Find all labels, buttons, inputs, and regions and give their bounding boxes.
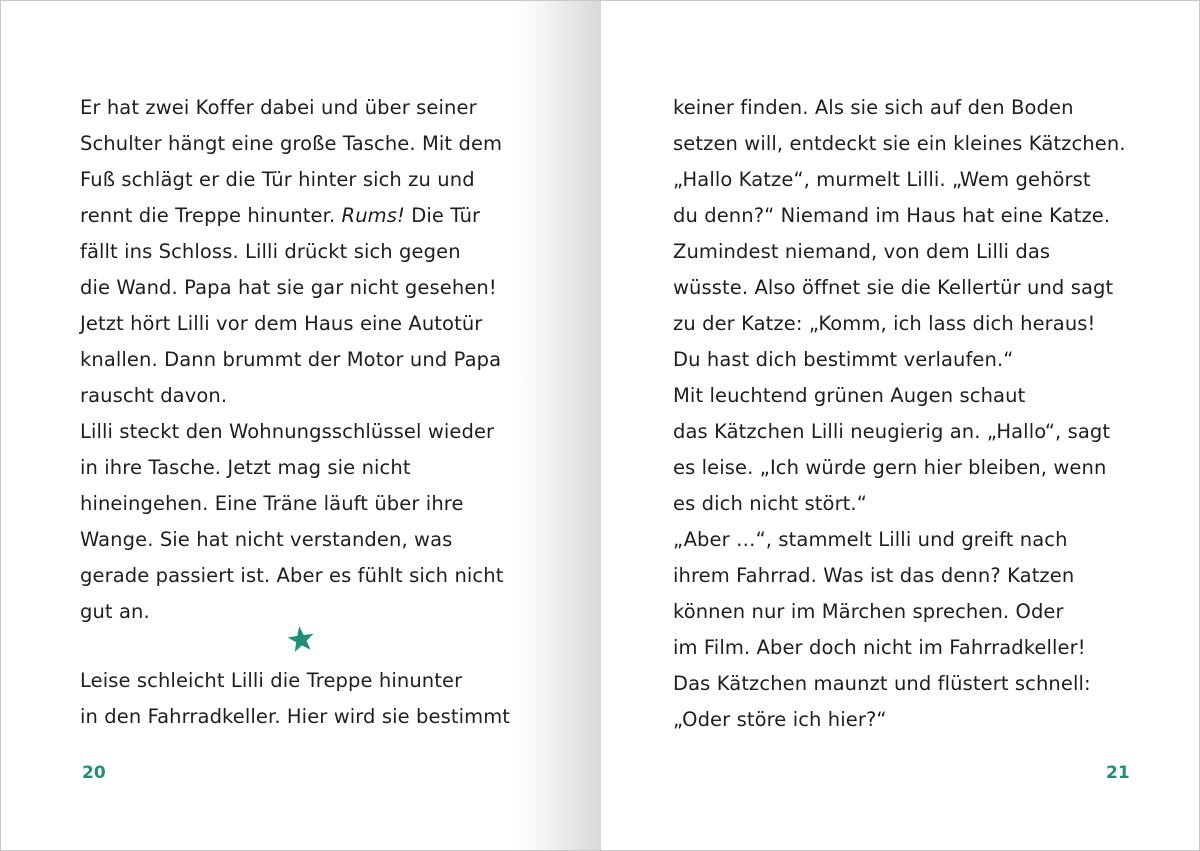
text-line: in den Fahrradkeller. Hier wird sie bestimmt (80, 705, 511, 728)
text-line: Lilli steckt den Wohnungsschlüssel wieder (80, 420, 495, 443)
text-line: die Wand. Papa hat sie gar nicht gesehen! (80, 276, 497, 299)
text-line: ihrem Fahrrad. Was ist das denn? Katzen (673, 564, 1075, 587)
text-line: in ihre Tasche. Jetzt mag sie nicht (80, 456, 411, 479)
text-line: setzen will, entdeckt sie ein kleines Kätzchen. (673, 132, 1126, 155)
page-number-left: 20 (82, 763, 106, 783)
text-line: Zumindest niemand, von dem Lilli das (673, 240, 1051, 263)
text-line: Er hat zwei Koffer dabei und über seiner (80, 96, 477, 119)
text-line: Das Kätzchen maunzt und flüstert schnell: (673, 672, 1091, 695)
text-line: zu der Katze: „Komm, ich lass dich heraus! (673, 312, 1096, 335)
text-line: Du hast dich bestimmt verlaufen.“ (673, 348, 1014, 371)
right-page (601, 1, 1199, 850)
text-line: gerade passiert ist. Aber es fühlt sich nicht (80, 564, 504, 587)
text-line: Wange. Sie hat nicht verstanden, was (80, 528, 453, 551)
text-line: wüsste. Also öffnet sie die Kellertür und sagt (673, 276, 1114, 299)
left-paragraph-1 (80, 90, 503, 630)
text-line: Jetzt hört Lilli vor dem Haus eine Autotür (80, 312, 483, 335)
text-line: „Aber …“, stammelt Lilli und greift nach (673, 528, 1068, 551)
text-line: „Hallo Katze“, murmelt Lilli. „Wem gehörst (673, 168, 1091, 191)
text-line: Fuß schlägt er die Tür hinter sich zu und (80, 168, 475, 191)
right-paragraph (673, 90, 1126, 738)
text-line: gut an. (80, 600, 150, 623)
text-line: keiner finden. Als sie sich auf den Boden (673, 96, 1074, 119)
text-line: können nur im Märchen sprechen. Oder (673, 600, 1064, 623)
text-segment: Die Tür (404, 204, 481, 227)
text-line: „Oder störe ich hier?“ (673, 708, 887, 731)
text-line: knallen. Dann brummt der Motor und Papa (80, 348, 502, 371)
text-line: Schulter hängt eine große Tasche. Mit dem (80, 132, 503, 155)
text-line: es dich nicht stört.“ (673, 492, 867, 515)
left-paragraph-2 (80, 663, 510, 735)
italic-exclamation: Rums! (341, 204, 405, 227)
text-line: Leise schleicht Lilli die Treppe hinunter (80, 669, 463, 692)
text-line: im Film. Aber doch nicht im Fahrradkeller! (673, 636, 1086, 659)
text-line: das Kätzchen Lilli neugierig an. „Hallo“, sagt (673, 420, 1111, 443)
text-line-with-italic (80, 198, 503, 234)
left-page (1, 1, 601, 850)
text-line: rauscht davon. (80, 384, 228, 407)
page-number-right: 21 (1106, 763, 1130, 783)
star-icon (287, 625, 315, 653)
text-line: hineingehen. Eine Träne läuft über ihre (80, 492, 464, 515)
text-line: fällt ins Schloss. Lilli drückt sich gegen (80, 240, 461, 263)
text-segment: rennt die Treppe hinunter. (80, 204, 342, 227)
text-line: Mit leuchtend grünen Augen schaut (673, 384, 1026, 407)
text-line: es leise. „Ich würde gern hier bleiben, wenn (673, 456, 1107, 479)
text-line: du denn?“ Niemand im Haus hat eine Katze. (673, 204, 1111, 227)
